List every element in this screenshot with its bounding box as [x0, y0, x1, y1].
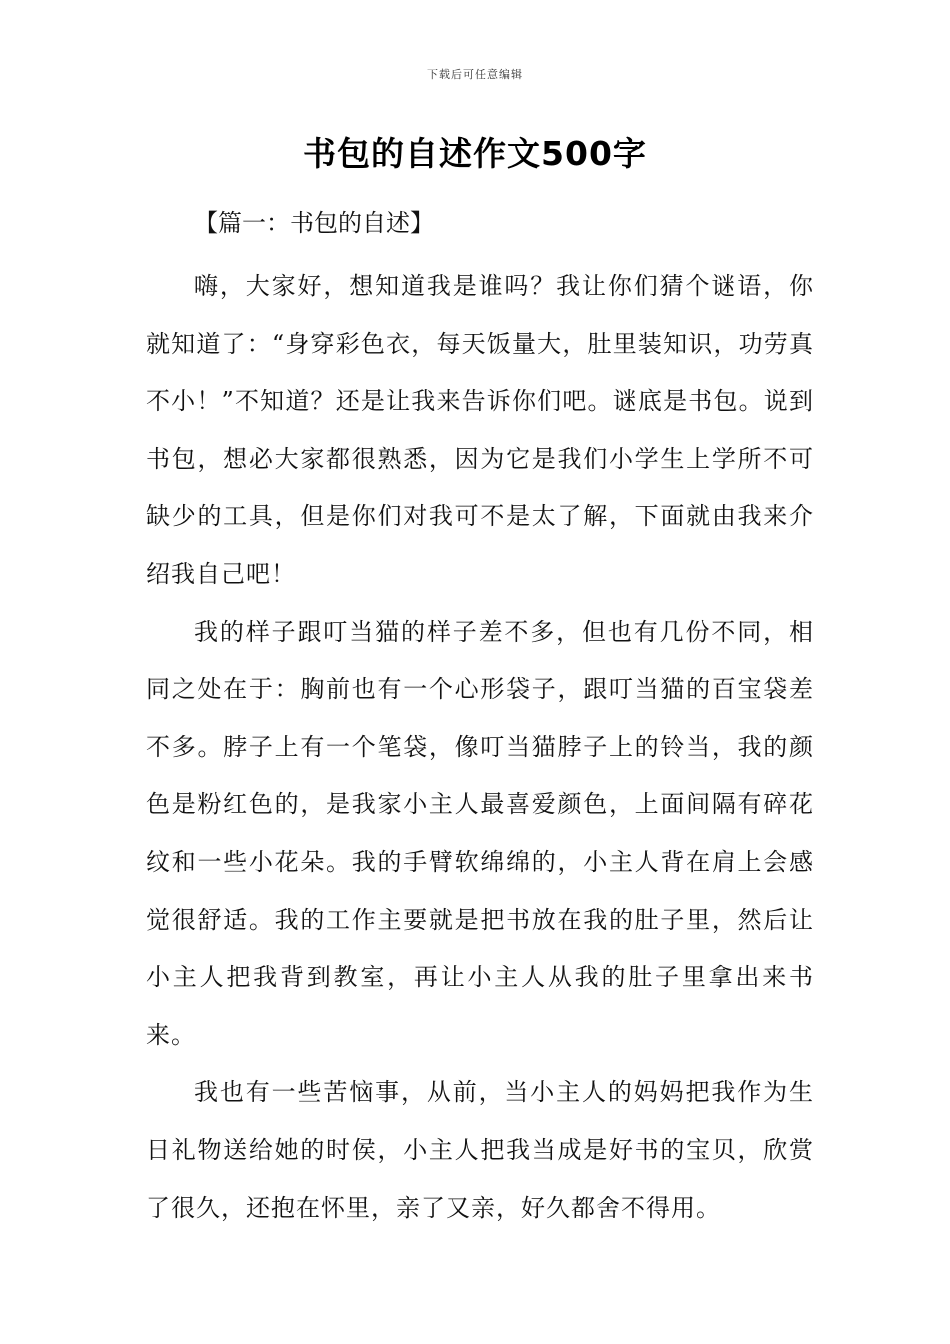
paragraph: 嗨，大家好，想知道我是谁吗？我让你们猜个谜语，你就知道了：“身穿彩色衣，每天饭量大，肚里装知识，功劳真不小！”不知道？还是让我来告诉你们吧。谜底是书包。说到书包，想必大家都很熟悉，因为它是我们小学生上学所不可缺少的工具，但是你们对我可不是太了解，下面就由我来介绍我自己吧！ [146, 272, 814, 588]
document-body [146, 258, 814, 1237]
document-title: 书包的自述作文500字 [303, 134, 647, 173]
section-heading: 【篇一：书包的自述】 [194, 209, 434, 237]
header-note: 下载后可任意编辑 [427, 68, 523, 81]
paragraph: 我的样子跟叮当猫的样子差不多，但也有几份不同，相同之处在于：胸前也有一个心形袋子，跟叮当猫的百宝袋差不多。脖子上有一个笔袋，像叮当猫脖子上的铃当，我的颜色是粉红色的，是我家小主人最喜爱颜色，上面间隔有碎花纹和一些小花朵。我的手臂软绵绵的，小主人背在肩上会感觉很舒适。我的工作主要就是把书放在我的肚子里，然后让小主人把我背到教室，再让小主人从我的肚子里拿出来书来。 [146, 617, 814, 1049]
paragraph: 我也有一些苦恼事，从前，当小主人的妈妈把我作为生日礼物送给她的时侯，小主人把我当成是好书的宝贝，欣赏了很久，还抱在怀里，亲了又亲，好久都舍不得用。 [146, 1078, 814, 1222]
